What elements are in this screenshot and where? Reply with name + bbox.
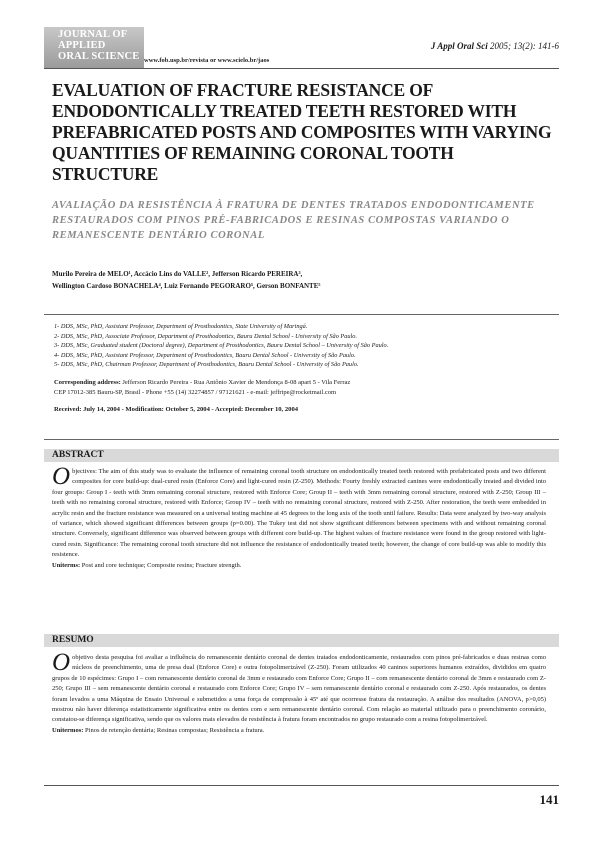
abstract-text: bjectives: The aim of this study was to evaluate the influence of remaining coronal tooth structure on endodontically treated teeth restored with prefabricated posts and two different composites for core build-up: dual-cured resin (Enforce Core) and light-cured resin (Z-250). Methods: Fourty freshly extracted canines were endodontically treated and divided into four groups: Group I - teeth with 3mm remaining coronal structure, restored with Enforce Core; Group II – teeth with 3mm remaining coronal structure, restored with Z-250; Group III – teeth with no remaining coronal structure, restored with Enforce; Group IV – teeth with no remaining coronal structure, restored with Z-250. After restoration, the teeth were embedded in acrylic resin and the fracture resistance was measured on a universal testing machine at 45 degrees to the long axis of the tooth until failure. Results: Data were analyzed by two-way analysis of variance, which showed significant differences between groups (p=0.00). The Tukey test did not show significant differences between specimens with and without remaining coronal structure. Conversely, significant difference was observed between groups with different core build-up. The highest values of fracture resistance were found in the group restored with light-cured resin. Significance: The remaining coronal tooth structure did not influence the resistance of endodontically treated teeth; however, the change of core build-up was able to modify this resistence. (52, 468, 546, 559)
logo-line-1: JOURNAL OF (58, 29, 128, 40)
unitermos-label: Unitermos: (52, 726, 84, 734)
resumo-text: objetivo desta pesquisa foi avaliar a influência do remanescente dentário coronal de dentes tratados endodonticamente, restaurados com pinos pré-fabricados e duas resinas como núcleos de preenchimento, uma de presa dual (Enforce Core) e outra fotopolimerizável (Z-250). Foram utilizados 40 caninos superiores humanos extraídos, divididos em quatro grupos de 10 espécimes: Grupo I – com remanescente dentário coronal de 3mm e restaurado com Enforce Core; Grupo II – com remanescente dentário coronal de 3mm e restaurado com Z-250; Grupo III – sem remanescente dentário coronal e restaurado com Enforce Core; Grupo IV – sem remanescente dentário coronal e restaurado com Z-250. Após restaurados, os dentes foram levados a uma Máquina de Ensaio Universal e submetidos a uma força de compressão à 45º até que ocorresse fratura da restauração. A análise dos resultados (ANOVA, p>0,05) mostrou não haver diferença estatisticamente significativa entre os dentes com e sem remanescente dentário coronal. Com relação ao material utilizado para o preenchimento coronário, constatou-se diferença significativa, sendo que os valores mais elevados de resistência à fratura foram encontrados no grupo restaurado com a resina fotopolimerizável. (52, 654, 546, 724)
abstract-heading: ABSTRACT (44, 449, 559, 462)
abstract-body (52, 463, 546, 571)
footer-divider (44, 785, 559, 786)
journal-name: J Appl Oral Sci (430, 41, 488, 51)
author-line-1: Murilo Pereira de MELO¹, Accácio Lins do VALLE², Jefferson Ricardo PEREIRA³, (52, 270, 303, 278)
affiliation-item: 3- DDS, MSc, Graduated student (Doctoral degree), Department of Prosthodontics, Bauru Dental School – University of São Paulo. (54, 342, 389, 350)
abstract-dropcap: O (52, 463, 71, 490)
article-dates: Received: July 14, 2004 - Modification: October 5, 2004 - Accepted: December 10, 2004 (54, 406, 299, 413)
article-title: EVALUATION OF FRACTURE RESISTANCE OF ENDODONTICALLY TREATED TEETH RESTORED WITH PREFABRICATED POSTS AND COMPOSITES WITH VARYING QUANTITIES OF REMAINING CORONAL TOOTH STRUCTURE (52, 80, 552, 184)
affiliation-box (44, 314, 559, 440)
resumo-unitermos (52, 726, 546, 736)
article-title-portuguese: AVALIAÇÃO DA RESISTÊNCIA À FRATURA DE DENTES TRATADOS ENDODONTICAMENTE RESTAURADOS COM PINOS PRÉ-FABRICADOS E RESINAS COMPOSTAS VARIANDO O REMANESCENTE DENTÁRIO CORONAL (52, 200, 535, 241)
journal-volume: 2005; 13(2): 141-6 (487, 41, 559, 51)
unitermos-text: Pinos de retenção dentária; Resinas compostas; Resistência a fratura. (83, 726, 265, 734)
corresponding-label: Corresponding address: (54, 379, 121, 386)
journal-logo (44, 27, 144, 69)
affiliation-item: 5- DDS, MSc, PhD, Chairman Professor, Department of Prosthodontics, Bauru Dental School - University of São Paulo. (54, 361, 359, 369)
corresponding-line-2: CEP 17012-385 Bauru-SP, Brasil - Phone +55 (14) 32274857 / 97121621 - e-mail: jeffripe@rocketmail.com (54, 389, 337, 396)
affiliation-list (54, 322, 554, 370)
author-list (52, 268, 552, 292)
affiliation-item: 2- DDS, MSc, PhD, Associate Professor, Department of Prosthodontics, Bauru Dental School - University of São Paulo. (54, 332, 358, 340)
uniterms-text: Post and core technique; Composite resins; Fracture strength. (80, 561, 242, 569)
journal-reference (431, 41, 559, 51)
page-number: 141 (539, 792, 559, 807)
header-divider (44, 68, 559, 69)
logo-text (58, 29, 139, 62)
resumo-body (52, 649, 546, 736)
corresponding-address (54, 378, 554, 398)
resumo-heading: RESUMO (44, 634, 559, 647)
affiliation-item: 4- DDS, MSc, PhD, Assistant Professor, Department of Prosthodontics, Bauru Dental School - University of São Paulo. (54, 351, 356, 359)
corresponding-line-1: Jefferson Ricardo Pereira - Rua Antônio Xavier de Mendonça 8-08 apart 5 - Vila Ferraz (120, 379, 351, 386)
journal-url[interactable]: www.fob.usp.br/revista or www.scielo.br/jaos (144, 57, 270, 64)
logo-line-3: ORAL SCIENCE (58, 51, 140, 62)
affiliation-item: 1- DDS, MSc, PhD, Assistant Professor, Department of Prosthodontics, State University of Maringá. (54, 323, 308, 330)
logo-line-2: APPLIED (58, 40, 106, 51)
resumo-dropcap: O (52, 649, 71, 676)
uniterms-label: Uniterms: (52, 561, 81, 569)
abstract-uniterms (52, 561, 546, 571)
author-line-2: Wellington Cardoso BONACHELA⁴, Luiz Fernando PEGORARO⁵, Gerson BONFANTE⁵ (52, 282, 321, 290)
